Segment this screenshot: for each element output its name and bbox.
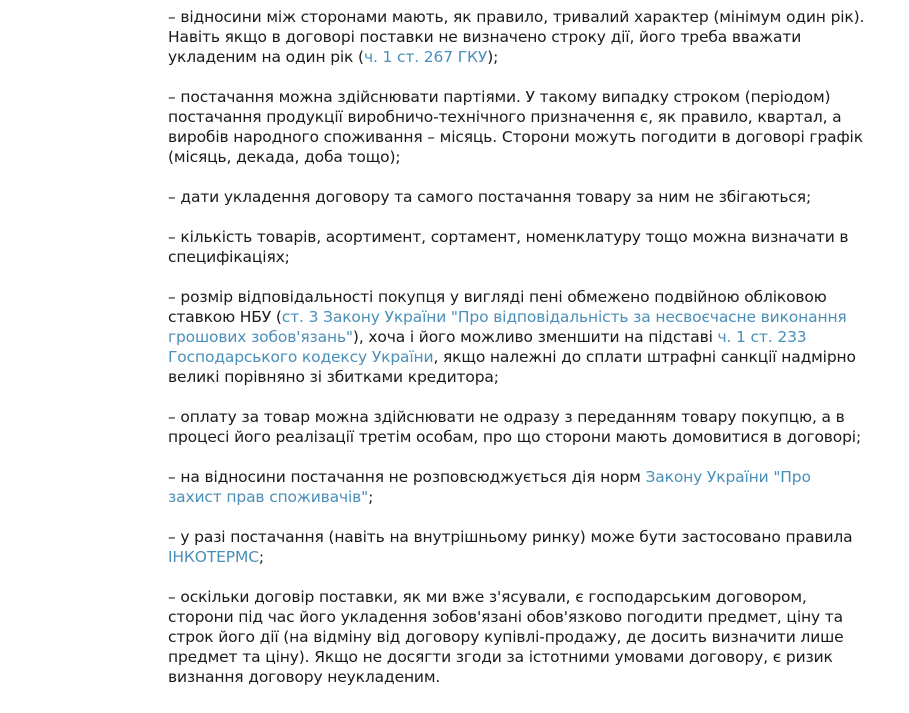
text-span: – на відносини постачання не розповсюджується дія норм bbox=[168, 468, 646, 486]
paragraph-batch-supply bbox=[168, 87, 868, 167]
text-span: ; bbox=[258, 548, 264, 566]
paragraph-essential-terms bbox=[168, 587, 868, 687]
link-gku-267[interactable]: ч. 1 ст. 267 ГКУ bbox=[363, 48, 488, 66]
text-span: – оскільки договір поставки, як ми вже з'ясували, є господарським договором, сторони під час його укладення зобов'язані обов'язково погодити предмет, ціну та строк його дії (на відміну від договору купівлі-продажу, де досить визначити лише предмет та ціну). Якщо не досягти згоди за істотними умовами договору, є ризик визнання договору неукладеним. bbox=[168, 588, 844, 686]
paragraph-consumer-law bbox=[168, 467, 868, 507]
text-span: – розмір відповідальності покупця у вигляді пені обмежено подвійною обліковою ставкою НБУ ( bbox=[168, 288, 827, 326]
paragraph-penalty-limit bbox=[168, 287, 868, 387]
link-consumer-protection-law[interactable]: Закону України "Про захист прав споживачів" bbox=[168, 468, 811, 506]
paragraph-dates-differ bbox=[168, 187, 868, 207]
text-span: ; bbox=[368, 488, 374, 506]
text-span: – дати укладення договору та самого постачання товару за ним не збігаються; bbox=[168, 188, 812, 206]
text-span: – оплату за товар можна здійснювати не одразу з переданням товару покупцю, а в процесі його реалізації третім особам, про що сторони мають домовитися в договорі; bbox=[168, 408, 862, 446]
text-span: ), хоча і його можливо зменшити на підставі bbox=[352, 328, 718, 346]
paragraph-incoterms bbox=[168, 527, 868, 567]
paragraph-long-term-relations bbox=[168, 7, 868, 67]
text-span: ); bbox=[487, 48, 499, 66]
text-span: – кількість товарів, асортимент, сортамент, номенклатуру тощо можна визначати в специфікаціях; bbox=[168, 228, 849, 266]
paragraph-payment-terms bbox=[168, 407, 868, 447]
paragraph-specifications bbox=[168, 227, 868, 267]
link-law-late-payment[interactable]: ст. 3 Закону України "Про відповідальність за несвоєчасне виконання грошових зобов'язань" bbox=[168, 308, 847, 346]
link-gku-233[interactable]: ч. 1 ст. 233 Господарського кодексу України bbox=[168, 328, 807, 366]
article-body bbox=[168, 7, 868, 707]
text-span: , якщо належні до сплати штрафні санкції надмірно великі порівняно зі збитками кредитора; bbox=[168, 348, 856, 386]
link-incoterms[interactable]: ІНКОТЕРМС bbox=[168, 548, 259, 566]
text-span: – постачання можна здійснювати партіями. У такому випадку строком (періодом) постачання продукції виробничо-технічного призначення є, як правило, квартал, а виробів народного споживання – місяць. Сторони можуть погодити в договорі графік (місяць, декада, доба тощо); bbox=[168, 88, 863, 166]
text-span: – у разі постачання (навіть на внутрішньому ринку) може бути застосовано правила bbox=[168, 528, 853, 546]
text-span: – відносини між сторонами мають, як правило, тривалий характер (мінімум один рік). Навіть якщо в договорі поставки не визначено строку дії, його треба вважати укладеним на один рік ( bbox=[168, 8, 865, 66]
